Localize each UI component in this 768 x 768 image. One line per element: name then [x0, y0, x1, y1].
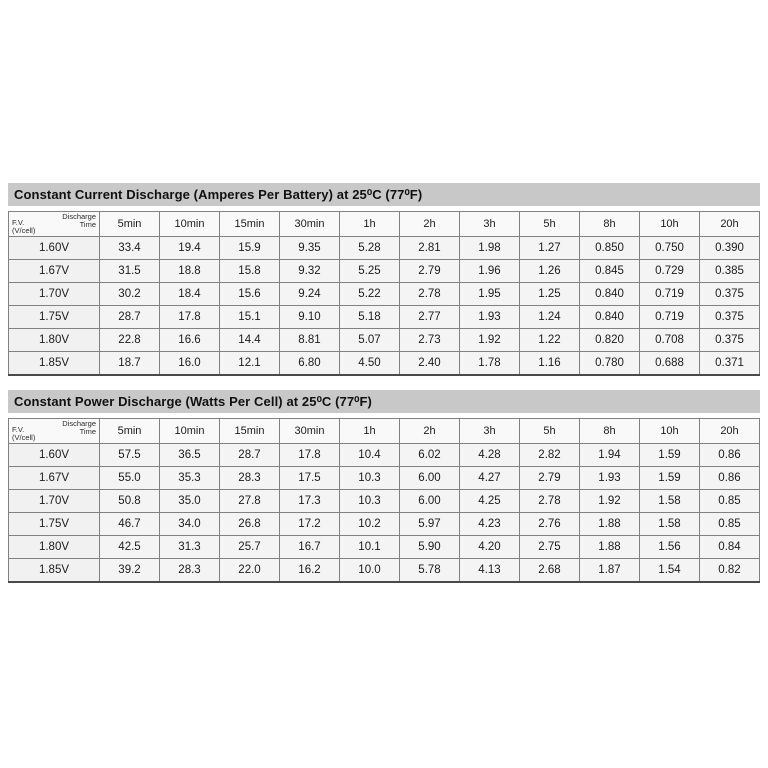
column-header: 5h: [520, 419, 580, 444]
value-cell: 0.840: [580, 306, 640, 329]
value-cell: 1.94: [580, 444, 640, 467]
value-cell: 0.371: [700, 352, 760, 376]
corner-label-final-voltage: F.V. (V/cell): [12, 217, 36, 235]
corner-label-discharge-time: Discharge Time: [62, 212, 96, 230]
value-cell: 5.18: [340, 306, 400, 329]
value-cell: 31.3: [160, 536, 220, 559]
value-cell: 5.97: [400, 513, 460, 536]
value-cell: 0.840: [580, 283, 640, 306]
value-cell: 42.5: [100, 536, 160, 559]
value-cell: 17.8: [160, 306, 220, 329]
value-cell: 8.81: [280, 329, 340, 352]
value-cell: 16.6: [160, 329, 220, 352]
value-cell: 0.385: [700, 260, 760, 283]
value-cell: 2.78: [400, 283, 460, 306]
value-cell: 28.7: [100, 306, 160, 329]
column-header: 5h: [520, 212, 580, 237]
value-cell: 4.27: [460, 467, 520, 490]
value-cell: 4.25: [460, 490, 520, 513]
value-cell: 2.68: [520, 559, 580, 583]
value-cell: 2.77: [400, 306, 460, 329]
value-cell: 2.79: [520, 467, 580, 490]
column-header: 3h: [460, 212, 520, 237]
table-row: [9, 260, 760, 283]
value-cell: 2.75: [520, 536, 580, 559]
table-row: [9, 352, 760, 376]
power-discharge-table: [8, 418, 760, 583]
table-row: [9, 536, 760, 559]
header-row: [9, 212, 760, 237]
value-cell: 0.375: [700, 329, 760, 352]
value-cell: 6.00: [400, 490, 460, 513]
value-cell: 5.90: [400, 536, 460, 559]
value-cell: 1.59: [640, 467, 700, 490]
power-discharge-section: [8, 390, 760, 583]
value-cell: 9.32: [280, 260, 340, 283]
table-row: [9, 329, 760, 352]
value-cell: 2.79: [400, 260, 460, 283]
value-cell: 36.5: [160, 444, 220, 467]
value-cell: 15.9: [220, 237, 280, 260]
table-row: [9, 513, 760, 536]
row-label: 1.67V: [9, 260, 100, 283]
column-header: 5min: [100, 419, 160, 444]
value-cell: 0.82: [700, 559, 760, 583]
value-cell: 35.3: [160, 467, 220, 490]
table-row: [9, 306, 760, 329]
value-cell: 22.0: [220, 559, 280, 583]
column-header: 15min: [220, 212, 280, 237]
row-label: 1.80V: [9, 536, 100, 559]
column-header: 10min: [160, 212, 220, 237]
value-cell: 34.0: [160, 513, 220, 536]
value-cell: 4.28: [460, 444, 520, 467]
column-header: 1h: [340, 419, 400, 444]
value-cell: 10.3: [340, 490, 400, 513]
value-cell: 1.87: [580, 559, 640, 583]
value-cell: 0.820: [580, 329, 640, 352]
column-header: 30min: [280, 212, 340, 237]
value-cell: 15.1: [220, 306, 280, 329]
value-cell: 1.95: [460, 283, 520, 306]
column-header: 3h: [460, 419, 520, 444]
value-cell: 0.708: [640, 329, 700, 352]
column-header: 10min: [160, 419, 220, 444]
table-row: [9, 283, 760, 306]
table-row: [9, 237, 760, 260]
value-cell: 0.719: [640, 283, 700, 306]
value-cell: 9.35: [280, 237, 340, 260]
value-cell: 10.3: [340, 467, 400, 490]
value-cell: 28.7: [220, 444, 280, 467]
value-cell: 12.1: [220, 352, 280, 376]
value-cell: 0.375: [700, 283, 760, 306]
value-cell: 15.8: [220, 260, 280, 283]
value-cell: 1.26: [520, 260, 580, 283]
corner-cell: [9, 419, 100, 444]
value-cell: 0.850: [580, 237, 640, 260]
value-cell: 1.56: [640, 536, 700, 559]
value-cell: 1.59: [640, 444, 700, 467]
value-cell: 17.5: [280, 467, 340, 490]
value-cell: 6.80: [280, 352, 340, 376]
value-cell: 10.1: [340, 536, 400, 559]
value-cell: 39.2: [100, 559, 160, 583]
table-row: [9, 490, 760, 513]
value-cell: 1.92: [580, 490, 640, 513]
value-cell: 4.13: [460, 559, 520, 583]
table-row: [9, 444, 760, 467]
row-label: 1.60V: [9, 444, 100, 467]
value-cell: 16.2: [280, 559, 340, 583]
value-cell: 0.86: [700, 444, 760, 467]
current-discharge-title: Constant Current Discharge (Amperes Per Battery) at 25⁰C (77⁰F): [8, 183, 760, 206]
value-cell: 1.93: [580, 467, 640, 490]
column-header: 10h: [640, 419, 700, 444]
value-cell: 2.81: [400, 237, 460, 260]
value-cell: 9.24: [280, 283, 340, 306]
header-row: [9, 419, 760, 444]
value-cell: 28.3: [160, 559, 220, 583]
value-cell: 6.00: [400, 467, 460, 490]
value-cell: 0.85: [700, 513, 760, 536]
value-cell: 2.76: [520, 513, 580, 536]
current-discharge-section: [8, 183, 760, 376]
value-cell: 0.390: [700, 237, 760, 260]
current-discharge-table: [8, 211, 760, 376]
column-header: 15min: [220, 419, 280, 444]
row-label: 1.70V: [9, 490, 100, 513]
value-cell: 1.58: [640, 513, 700, 536]
value-cell: 1.58: [640, 490, 700, 513]
value-cell: 14.4: [220, 329, 280, 352]
value-cell: 25.7: [220, 536, 280, 559]
value-cell: 10.0: [340, 559, 400, 583]
row-label: 1.70V: [9, 283, 100, 306]
value-cell: 35.0: [160, 490, 220, 513]
value-cell: 26.8: [220, 513, 280, 536]
value-cell: 5.25: [340, 260, 400, 283]
value-cell: 19.4: [160, 237, 220, 260]
value-cell: 22.8: [100, 329, 160, 352]
value-cell: 31.5: [100, 260, 160, 283]
value-cell: 5.07: [340, 329, 400, 352]
value-cell: 1.96: [460, 260, 520, 283]
row-label: 1.85V: [9, 352, 100, 376]
value-cell: 1.54: [640, 559, 700, 583]
value-cell: 17.3: [280, 490, 340, 513]
value-cell: 0.375: [700, 306, 760, 329]
value-cell: 1.92: [460, 329, 520, 352]
value-cell: 0.85: [700, 490, 760, 513]
power-discharge-title: Constant Power Discharge (Watts Per Cell) at 25⁰C (77⁰F): [8, 390, 760, 413]
row-label: 1.60V: [9, 237, 100, 260]
value-cell: 0.729: [640, 260, 700, 283]
value-cell: 46.7: [100, 513, 160, 536]
column-header: 30min: [280, 419, 340, 444]
value-cell: 0.84: [700, 536, 760, 559]
value-cell: 5.22: [340, 283, 400, 306]
column-header: 8h: [580, 419, 640, 444]
row-label: 1.67V: [9, 467, 100, 490]
value-cell: 33.4: [100, 237, 160, 260]
value-cell: 28.3: [220, 467, 280, 490]
column-header: 20h: [700, 419, 760, 444]
value-cell: 57.5: [100, 444, 160, 467]
value-cell: 0.86: [700, 467, 760, 490]
value-cell: 17.2: [280, 513, 340, 536]
value-cell: 4.50: [340, 352, 400, 376]
table-row: [9, 467, 760, 490]
value-cell: 1.78: [460, 352, 520, 376]
value-cell: 18.4: [160, 283, 220, 306]
table-row: [9, 559, 760, 583]
column-header: 2h: [400, 212, 460, 237]
value-cell: 1.25: [520, 283, 580, 306]
value-cell: 2.82: [520, 444, 580, 467]
row-label: 1.75V: [9, 306, 100, 329]
value-cell: 1.27: [520, 237, 580, 260]
value-cell: 1.88: [580, 536, 640, 559]
value-cell: 50.8: [100, 490, 160, 513]
value-cell: 0.719: [640, 306, 700, 329]
row-label: 1.80V: [9, 329, 100, 352]
value-cell: 18.8: [160, 260, 220, 283]
value-cell: 1.93: [460, 306, 520, 329]
value-cell: 9.10: [280, 306, 340, 329]
value-cell: 18.7: [100, 352, 160, 376]
value-cell: 4.23: [460, 513, 520, 536]
column-header: 1h: [340, 212, 400, 237]
value-cell: 5.28: [340, 237, 400, 260]
value-cell: 0.845: [580, 260, 640, 283]
corner-label-discharge-time: Discharge Time: [62, 419, 96, 437]
value-cell: 16.7: [280, 536, 340, 559]
value-cell: 55.0: [100, 467, 160, 490]
value-cell: 1.22: [520, 329, 580, 352]
value-cell: 1.24: [520, 306, 580, 329]
value-cell: 1.16: [520, 352, 580, 376]
value-cell: 2.73: [400, 329, 460, 352]
value-cell: 15.6: [220, 283, 280, 306]
value-cell: 4.20: [460, 536, 520, 559]
column-header: 20h: [700, 212, 760, 237]
row-label: 1.75V: [9, 513, 100, 536]
column-header: 5min: [100, 212, 160, 237]
corner-label-final-voltage: F.V. (V/cell): [12, 424, 36, 442]
row-label: 1.85V: [9, 559, 100, 583]
value-cell: 1.98: [460, 237, 520, 260]
value-cell: 27.8: [220, 490, 280, 513]
column-header: 10h: [640, 212, 700, 237]
column-header: 2h: [400, 419, 460, 444]
value-cell: 5.78: [400, 559, 460, 583]
value-cell: 17.8: [280, 444, 340, 467]
value-cell: 1.88: [580, 513, 640, 536]
value-cell: 30.2: [100, 283, 160, 306]
value-cell: 0.688: [640, 352, 700, 376]
value-cell: 2.40: [400, 352, 460, 376]
value-cell: 10.2: [340, 513, 400, 536]
value-cell: 16.0: [160, 352, 220, 376]
value-cell: 6.02: [400, 444, 460, 467]
value-cell: 10.4: [340, 444, 400, 467]
corner-cell: [9, 212, 100, 237]
value-cell: 0.780: [580, 352, 640, 376]
value-cell: 2.78: [520, 490, 580, 513]
column-header: 8h: [580, 212, 640, 237]
value-cell: 0.750: [640, 237, 700, 260]
